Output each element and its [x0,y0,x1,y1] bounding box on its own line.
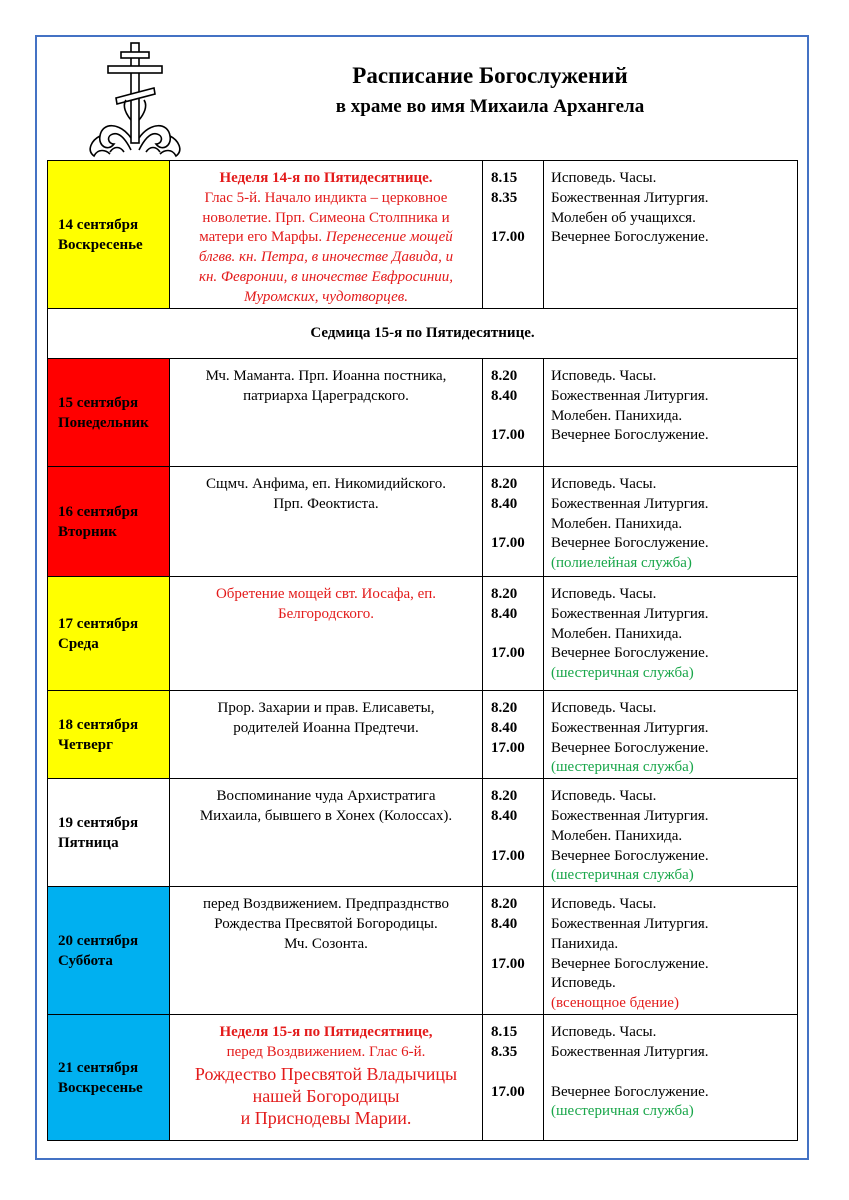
day-row [48,887,798,1015]
service-time [491,554,543,574]
service-time [491,758,543,778]
service-note: (шестеричная служба) [551,759,694,776]
service-time [491,994,543,1014]
day-row [48,1015,798,1141]
service-name: Исповедь. Часы. [551,1024,657,1041]
times-cell [483,887,544,1015]
service-time: 17.00 [491,645,525,662]
service-name: Исповедь. [551,975,616,992]
times-cell [483,1015,544,1141]
service-name: Вечернее Богослужение. [551,847,709,864]
day-cell [48,359,170,467]
saint-line: Михаила, бывшего в Хонех (Колоссах). [199,807,453,824]
services-cell [544,577,798,691]
day-date: 17 сентября [58,615,139,632]
saint-line: Прор. Захарии и прав. Елисаветы, [217,700,435,716]
services-cell [544,887,798,1015]
services-cell [544,467,798,577]
saint-text: Глас 5-й. Начало индикта – церковное [204,189,448,206]
service-time: 8.40 [491,915,518,932]
saint-line [178,228,474,248]
day-row [48,161,798,309]
service-time: 17.00 [491,1083,525,1100]
saint-line [178,189,474,209]
service-time [491,664,543,684]
services-cell [544,359,798,467]
service-name: Вечернее Богослужение. [551,739,709,756]
service-name: Панихида. [551,935,619,952]
service-time: 17.00 [491,847,525,864]
service-time: 8.20 [491,896,518,913]
service-name: Божественная Литургия. [551,1043,709,1060]
saints-cell [170,887,483,1015]
saint-line: родителей Иоанна Предтечи. [233,719,419,736]
day-weekday: Воскресенье [58,1079,143,1096]
saint-text: кн. Февронии, в иночестве Евфросинии, [198,268,454,285]
service-name: Божественная Литургия. [551,807,709,824]
day-row [48,467,798,577]
service-time [491,515,543,535]
day-weekday: Пятница [58,834,119,851]
day-date: 14 сентября [58,216,139,233]
service-time: 17.00 [491,955,525,972]
saint-line: Рождества Пресвятой Богородицы. [214,915,438,932]
times-cell [483,467,544,577]
service-time: 8.20 [491,368,518,384]
saint-text: Муромских, чудотворцев. [243,288,409,305]
saints-cell [170,779,483,887]
service-name: Божественная Литургия. [551,189,709,206]
service-name: Вечернее Богослужение. [551,229,709,246]
service-name: Божественная Литургия. [551,915,709,932]
saint-line [178,248,474,268]
service-time: 8.40 [491,605,518,622]
day-row [48,577,798,691]
saint-line: Белгородского. [278,605,374,622]
saint-line: и Приснодевы Марии. [240,1107,412,1128]
day-cell [48,691,170,779]
service-time [491,866,543,886]
service-name: Исповедь. Часы. [551,170,657,186]
day-weekday: Понедельник [58,414,149,431]
service-time: 17.00 [491,427,525,444]
service-time [491,209,543,229]
service-name: Исповедь. Часы. [551,476,657,492]
service-time [491,407,543,427]
service-name: Вечернее Богослужение. [551,535,709,552]
times-cell [483,359,544,467]
service-time: 8.40 [491,719,518,736]
times-cell [483,577,544,691]
saint-line [178,209,474,229]
saint-line: Обретение мощей свт. Иосафа, еп. [215,586,437,602]
saints-cell [170,467,483,577]
service-time: 17.00 [491,739,525,756]
saint-text: матери его Марфы. [199,229,326,246]
day-row [48,779,798,887]
service-name: Молебен. Панихида. [551,407,683,424]
services-cell [544,1015,798,1141]
service-time: 8.40 [491,495,518,512]
times-cell [483,691,544,779]
service-time [491,1102,543,1122]
day-cell [48,779,170,887]
day-weekday: Суббота [58,952,113,969]
service-time: 8.20 [491,476,518,492]
day-weekday: Воскресенье [58,236,143,253]
service-note: (шестеричная служба) [551,867,694,884]
saint-line: перед Воздвижением. Предпразднство [202,896,450,913]
service-time: 8.20 [491,586,518,602]
times-cell [483,779,544,887]
day-weekday: Четверг [58,736,113,753]
saint-line: Прп. Феоктиста. [273,495,379,512]
service-name: Вечернее Богослужение. [551,955,709,972]
day-cell [48,577,170,691]
service-time [491,974,543,994]
saint-text: новолетие. Прп. Симеона Столпника и [202,209,450,226]
service-time: 8.35 [491,189,518,206]
page-subtitle: в храме во имя Михаила Архангела [335,96,645,117]
day-cell [48,161,170,309]
service-name: Божественная Литургия. [551,719,709,736]
week-separator-row [48,309,798,359]
day-date: 16 сентября [58,503,139,520]
day-cell [48,887,170,1015]
service-time: 17.00 [491,535,525,552]
day-weekday: Среда [58,635,99,652]
saints-cell [170,577,483,691]
day-cell [48,467,170,577]
saints-cell [170,1015,483,1141]
saint-text: блгвв. кн. Петра, в иночестве Давида, и [198,249,454,266]
service-note: (шестеричная служба) [551,1103,694,1120]
times-cell [483,161,544,309]
service-name: Молебен. Панихида. [551,515,683,532]
service-time [491,1063,543,1083]
saint-line: патриарха Цареградского. [243,387,409,404]
saint-line: Мч. Созонта. [284,935,368,952]
day-weekday: Вторник [58,523,117,540]
saint-line: Воспоминание чуда Архистратига [216,788,436,805]
services-cell [544,779,798,887]
service-time [491,625,543,645]
services-cell [544,691,798,779]
service-time: 8.40 [491,807,518,824]
saint-line: нашей Богородицы [252,1085,400,1106]
day-date: 21 сентября [58,1059,139,1076]
service-name: Молебен. Панихида. [551,827,683,844]
day-date: 19 сентября [58,814,139,831]
service-name [551,1063,797,1083]
day-row [48,359,798,467]
service-name: Вечернее Богослужение. [551,645,709,662]
saint-line: Рождество Пресвятой Владычицы [194,1063,458,1084]
service-name: Божественная Литургия. [551,605,709,622]
day-date: 18 сентября [58,716,139,733]
service-name: Божественная Литургия. [551,387,709,404]
service-time [491,935,543,955]
service-name: Вечернее Богослужение. [551,427,709,444]
page-title: Расписание Богослужений [352,63,628,88]
service-note: (всенощное бдение) [551,995,679,1012]
schedule-table [47,160,798,1141]
service-time: 8.15 [491,170,518,186]
service-note: (полиелейная служба) [551,555,692,572]
service-time: 8.15 [491,1024,518,1041]
saint-line: перед Воздвижением. Глас 6-й. [226,1043,426,1060]
service-time: 8.35 [491,1043,518,1060]
service-name: Вечернее Богослужение. [551,1083,709,1100]
service-name: Исповедь. Часы. [551,586,657,602]
service-time: 17.00 [491,229,525,246]
service-time: 8.20 [491,700,518,716]
saint-line: Неделя 15-я по Пятидесятнице, [219,1024,433,1041]
saint-line: Сщмч. Анфима, еп. Никомидийского. [206,476,446,492]
day-date: 15 сентября [58,394,139,411]
saints-cell [170,359,483,467]
service-name: Молебен. Панихида. [551,625,683,642]
service-time: 8.20 [491,788,518,805]
saints-cell [170,161,483,309]
orthodox-cross-icon [80,40,190,160]
saint-line [178,288,474,308]
service-name: Исповедь. Часы. [551,788,657,805]
saints-cell [170,691,483,779]
service-note: (шестеричная служба) [551,665,694,682]
saint-line [178,268,474,288]
service-name: Исповедь. Часы. [551,368,657,384]
service-name: Исповедь. Часы. [551,896,657,913]
day-date: 20 сентября [58,932,139,949]
service-name: Божественная Литургия. [551,495,709,512]
saint-line: Мч. Маманта. Прп. Иоанна постника, [205,368,447,384]
service-name: Молебен об учащихся. [551,209,696,226]
saint-text: Перенесение мощей [325,229,453,246]
services-cell [544,161,798,309]
service-time: 8.40 [491,387,518,404]
day-cell [48,1015,170,1141]
service-name: Исповедь. Часы. [551,700,657,716]
week-separator: Седмица 15-я по Пятидесятнице. [48,309,798,359]
saint-line: Неделя 14-я по Пятидесятнице. [219,170,433,186]
day-row [48,691,798,779]
service-time [491,827,543,847]
